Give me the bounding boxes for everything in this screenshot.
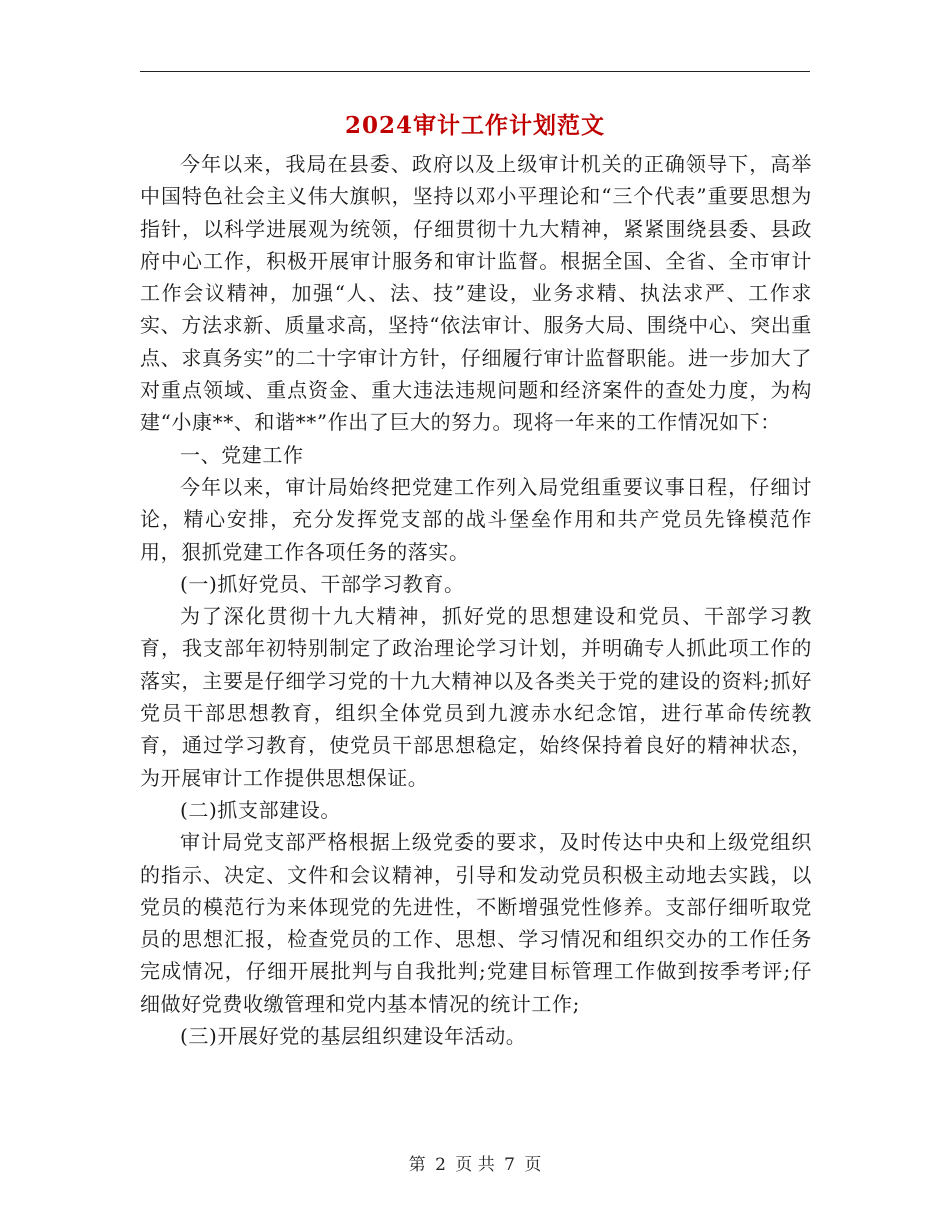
footer-prefix: 第 xyxy=(408,1155,426,1175)
paragraph-intro: 今年以来，我局在县委、政府以及上级审计机关的正确领导下，高举中国特色社会主义伟大旗帜，坚持以邓小平理论和“三个代表”重要思想为指针，以科学进展观为统领，仔细贯彻十九大精神，紧紧围绕县委、县政府中心工作，积极开展审计服务和审计监督。根据全国、全省、全市审计工作会议精神，加强“人、法、技”建设，业务求精、执法求严、工作求实、方法求新、质量求高，坚持“依法审计、服务大局、围绕中心、突出重点、求真务实”的二十字审计方针，仔细履行审计监督职能。进一步加大了对重点领域、重点资金、重大违法违规问题和经济案件的查处力度，为构建“小康**、和谐**”作出了巨大的努力。现将一年来的工作情况如下： xyxy=(140,152,812,435)
page-footer xyxy=(0,1153,950,1177)
footer-suffix: 页 xyxy=(524,1155,542,1175)
subheading-grassroots-year: (三)开展好党的基层组织建设年活动。 xyxy=(180,1024,527,1049)
document-body xyxy=(140,148,812,1052)
footer-total-pages: 7 xyxy=(504,1155,515,1175)
section-heading-party-building: 一、党建工作 xyxy=(180,442,304,467)
footer-middle: 页 共 xyxy=(455,1155,495,1175)
paragraph-branch-building: 审计局党支部严格根据上级党委的要求，及时传达中央和上级党组织的指示、决定、文件和会议精神，引导和发动党员积极主动地去实践，以党员的模范行为来体现党的先进性，不断增强党性修养。支部仔细听取党员的思想汇报，检查党员的工作、思想、学习情况和组织交办的工作任务完成情况，仔细开展批判与自我批判;党建目标管理工作做到按季考评;仔细做好党费收缴管理和党内基本情况的统计工作; xyxy=(140,830,812,1016)
header-rule xyxy=(140,71,810,72)
document-title: 2024审计工作计划范文 xyxy=(344,112,605,139)
paragraph-study-education: 为了深化贯彻十九大精神，抓好党的思想建设和党员、干部学习教育，我支部年初特别制定了政治理论学习计划，并明确专人抓此项工作的落实，主要是仔细学习党的十九大精神以及各类关于党的建设的资料;抓好党员干部思想教育，组织全体党员到九渡赤水纪念馆，进行革命传统教育，通过学习教育，使党员干部思想稳定，始终保持着良好的精神状态，为开展审计工作提供思想保证。 xyxy=(140,604,812,790)
subheading-study-education: (一)抓好党员、干部学习教育。 xyxy=(180,571,465,596)
paragraph-party-building: 今年以来，审计局始终把党建工作列入局党组重要议事日程，仔细讨论，精心安排，充分发挥党支部的战斗堡垒作用和共产党员先锋模范作用，狠抓党建工作各项任务的落实。 xyxy=(140,474,812,564)
subheading-branch-building: (二)抓支部建设。 xyxy=(180,797,342,822)
footer-current-page: 2 xyxy=(435,1155,446,1175)
